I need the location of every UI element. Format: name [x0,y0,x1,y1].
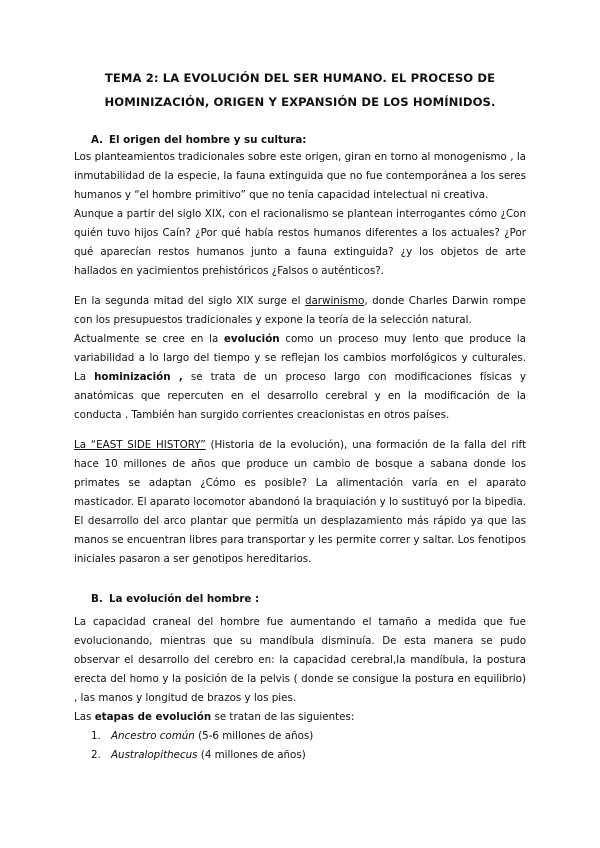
etapas-term: etapas de evolución [94,711,212,723]
section-b-heading [91,591,526,607]
list-item [74,746,526,765]
list-number: 2. [91,749,101,761]
document-title [74,0,526,114]
section-a-heading-text: El origen del hombre y su cultura: [109,134,307,146]
paragraph-b2-end: se tratan de las siguientes: [211,711,355,723]
list-item [74,727,526,746]
section-b-heading-text: La evolución del hombre : [109,593,260,605]
stage-name: Ancestro común [111,730,195,742]
paragraph-a5 [74,436,526,569]
title-line-1: TEMA 2: LA EVOLUCIÓN DEL SER HUMANO. EL PROCESO DE [104,71,496,85]
paragraph-a3 [74,292,526,330]
paragraph-a3-end: , donde Charles Darwin rompe con los presupuestos tradicionales y expone la teoría de la selección natural. [74,295,526,326]
darwinismo-term: darwinismo [304,295,365,307]
paragraph-a1: Los planteamientos tradicionales sobre este origen, giran en torno al monogenismo , la inmutabilidad de la especie, la fauna extinguida que no fue contemporánea a los seres humanos y “el hombre primitivo” que no tenía capacidad intelectual ni creativa. [74,151,526,201]
paragraph-b2 [74,708,526,727]
east-side-history-term: La “EAST SIDE HISTORY” [74,439,206,451]
paragraph-a3-start: En la segunda mitad del siglo XIX surge el [74,295,305,307]
stages-list [74,727,526,765]
paragraph-a4-mid: como un proceso muy lento que produce la variabilidad a lo largo del tiempo y se reflejan los cambios morfológicos y culturales. La [74,333,526,383]
stage-detail: (4 millones de años) [197,749,306,761]
section-b-marker: B. [91,593,103,605]
paragraph-b2-start: Las [74,711,95,723]
paragraph-a4-start: Actualmente se cree en la [74,333,224,345]
paragraph-b1: La capacidad craneal del hombre fue aumentando el tamaño a medida que fue evolucionando, mientras que su mandíbula disminuía. De esta manera se pudo observar el desarrollo del cerebro en: la capacidad cerebral,la mandíbula, la postura erecta del homo y la posición de la pelvis ( donde se consigue la postura en equilibrio) , las manos y longitud de brazos y los pies. [74,616,526,704]
section-a-heading [91,132,526,148]
hominizacion-term: hominización , [94,371,183,383]
list-number: 1. [91,730,101,742]
title-line-2: HOMINIZACIÓN, ORIGEN Y EXPANSIÓN DE LOS HOMÍNIDOS. [104,95,496,109]
section-a-marker: A. [91,134,104,146]
paragraph-a4 [74,330,526,425]
stage-detail: (5-6 millones de años) [194,730,314,742]
stage-name: Australopithecus [111,749,198,761]
paragraph-a4-end: se trata de un proceso largo con modificaciones físicas y anatómicas que repercuten en el desarrollo cerebral y en la modificación de la conducta . También han surgido corrientes creacionistas en otros países. [74,371,526,421]
paragraph-a5-text: (Historia de la evolución), una formación de la falla del rift hace 10 millones de años que produce un cambio de bosque a sabana donde los primates se adaptan ¿Cómo es posible? La alimentación varía en el aparato masticador. El aparato locomotor abandonó la braquiación y lo sustituyó por la bipedia. El desarrollo del arco plantar que permitía un desplazamiento más rápido ya que las manos se encuentran libres para transportar y les permite correr y saltar. Los fenotipos iniciales pasaron a ser genotipos hereditarios. [74,439,527,565]
paragraph-a2: Aunque a partir del siglo XIX, con el racionalismo se plantean interrogantes cómo ¿Con quién tuvo hijos Caín? ¿Por qué había restos humanos diferentes a los actuales? ¿Por qué aparecían restos humanos junto a fauna extinguida? ¿y los objetos de arte hallados en yacimientos prehistóricos ¿Falsos o auténticos?. [74,208,526,277]
evolucion-term: evolución [223,333,280,345]
